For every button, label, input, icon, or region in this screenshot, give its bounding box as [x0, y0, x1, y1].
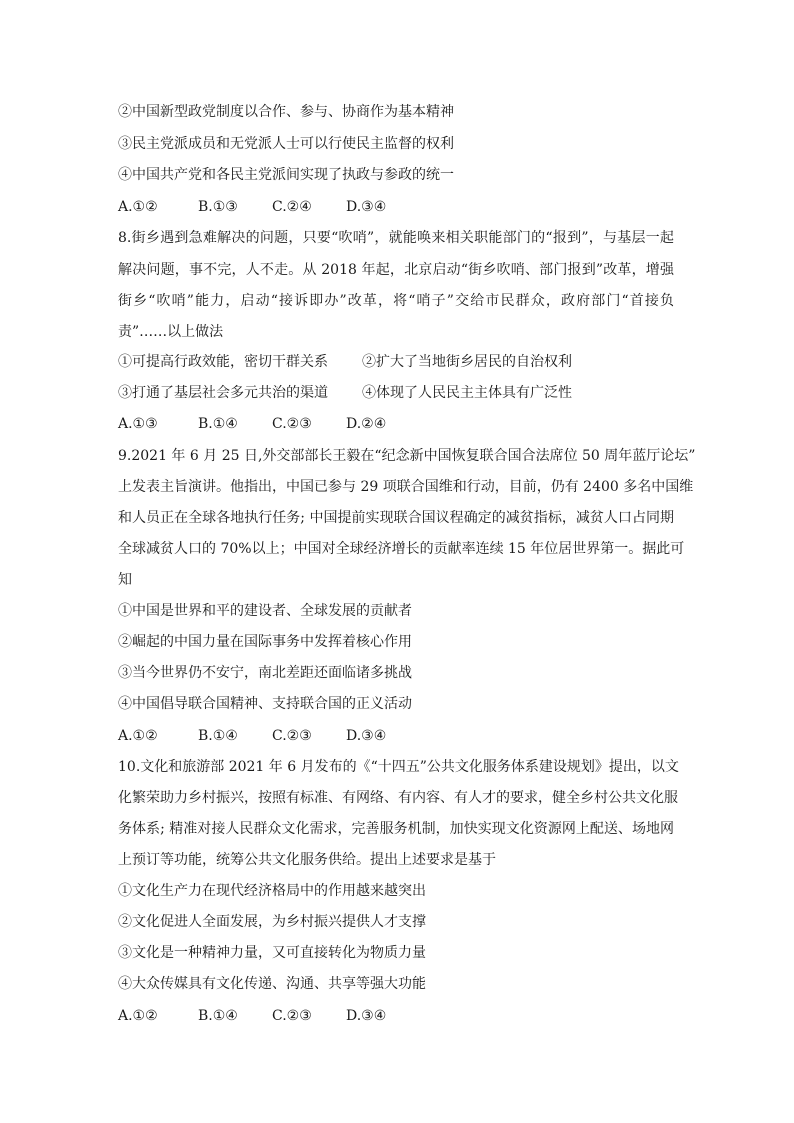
q8-options-row-1: [118, 352, 674, 372]
choice-d: D.③④: [346, 199, 387, 215]
q8-stem-line-1: 8.街乡遇到急难解决的问题，只要“吹哨”，就能唤来相关职能部门的“报到”，与基层一起: [118, 230, 674, 246]
choice-c: C.②③: [272, 728, 312, 744]
choice-a: A.①②: [118, 1008, 158, 1024]
choice-c: C.②③: [272, 1008, 312, 1024]
choice-a: A.①③: [118, 416, 158, 432]
q10-stem-line-1: 10.文化和旅游部 2021 年 6 月发布的《“十四五”公共文化服务体系建设规划》提出，以文: [118, 759, 679, 775]
q9-option-2: ②崛起的中国力量在国际事务中发挥着核心作用: [118, 634, 412, 650]
choice-b: B.①④: [198, 1008, 238, 1024]
q9-stem-line-4: 全球减贫人口的 70%以上；中国对全球经济增长的贡献率连续 15 年位居世界第一。据此可: [118, 541, 685, 557]
q10-stem-line-3: 务体系; 精准对接人民群众文化需求，完善服务机制，加快实现文化资源网上配送、场地网: [118, 821, 674, 837]
q8-options-row-2: [118, 383, 674, 403]
q9-stem-line-1: 9.2021 年 6 月 25 日,外交部部长王毅在“纪念新中国恢复联合国合法席位 50 周年蓝厅论坛”: [118, 448, 696, 464]
prev-option-3: ③民主党派成员和无党派人士可以行使民主监督的权利: [118, 136, 454, 152]
prev-answer-choices: [118, 197, 674, 217]
q10-stem-line-4: 上预订等功能，统筹公共文化服务供给。提出上述要求是基于: [118, 852, 496, 868]
q10-option-3: ③文化是一种精神力量，又可直接转化为物质力量: [118, 945, 426, 961]
q8-option-3: ③打通了基层社会多元共治的渠道: [118, 385, 328, 401]
choice-d: D.③④: [346, 728, 387, 744]
q8-answer-choices: [118, 414, 674, 434]
q10-option-4: ④大众传媒具有文化传递、沟通、共享等强大功能: [118, 976, 426, 992]
q8-option-4: ④体现了人民民主主体具有广泛性: [362, 385, 572, 401]
q10-option-1: ①文化生产力在现代经济格局中的作用越来越突出: [118, 883, 426, 899]
q8-option-1: ①可提高行政效能，密切干群关系: [118, 354, 328, 370]
q9-option-3: ③当今世界仍不安宁，南北差距还面临诸多挑战: [118, 665, 412, 681]
q8-stem-line-3: 街乡“吹哨”能力，启动“接诉即办”改革，将“哨子”交给市民群众，政府部门“首接负: [118, 293, 674, 309]
choice-d: D.②④: [346, 416, 387, 432]
choice-b: B.①③: [198, 199, 238, 215]
q9-option-4: ④中国倡导联合国精神、支持联合国的正义活动: [118, 696, 412, 712]
choice-c: C.②④: [272, 199, 312, 215]
q9-stem-line-2: 上发表主旨演讲。他指出，中国已参与 29 项联合国维和行动，目前，仍有 2400 多名中国维: [118, 479, 694, 495]
q8-stem-line-2: 解决问题，事不完，人不走。从 2018 年起，北京启动“街乡吹哨、部门报到”改革，增强: [118, 262, 674, 278]
prev-option-2: ②中国新型政党制度以合作、参与、协商作为基本精神: [118, 104, 454, 120]
q9-stem-line-3: 和人员正在全球各地执行任务; 中国提前实现联合国议程确定的减贫指标，减贫人口占同期: [118, 510, 674, 526]
q9-answer-choices: [118, 726, 674, 746]
q10-stem-line-2: 化繁荣助力乡村振兴，按照有标准、有网络、有内容、有人才的要求，健全乡村公共文化服: [118, 790, 678, 806]
choice-b: B.①④: [198, 416, 238, 432]
q10-option-2: ②文化促进人全面发展，为乡村振兴提供人才支撑: [118, 914, 426, 930]
prev-option-4: ④中国共产党和各民主党派间实现了执政与参政的统一: [118, 167, 454, 183]
choice-c: C.②③: [272, 416, 312, 432]
q8-option-2: ②扩大了当地街乡居民的自治权利: [362, 354, 572, 370]
q10-answer-choices: [118, 1006, 674, 1026]
choice-b: B.①④: [198, 728, 238, 744]
choice-a: A.①②: [118, 728, 158, 744]
q8-stem-line-4: 责”……以上做法: [118, 324, 224, 340]
choice-d: D.③④: [346, 1008, 387, 1024]
q9-option-1: ①中国是世界和平的建设者、全球发展的贡献者: [118, 603, 412, 619]
q9-stem-line-5: 知: [118, 572, 132, 588]
choice-a: A.①②: [118, 199, 158, 215]
